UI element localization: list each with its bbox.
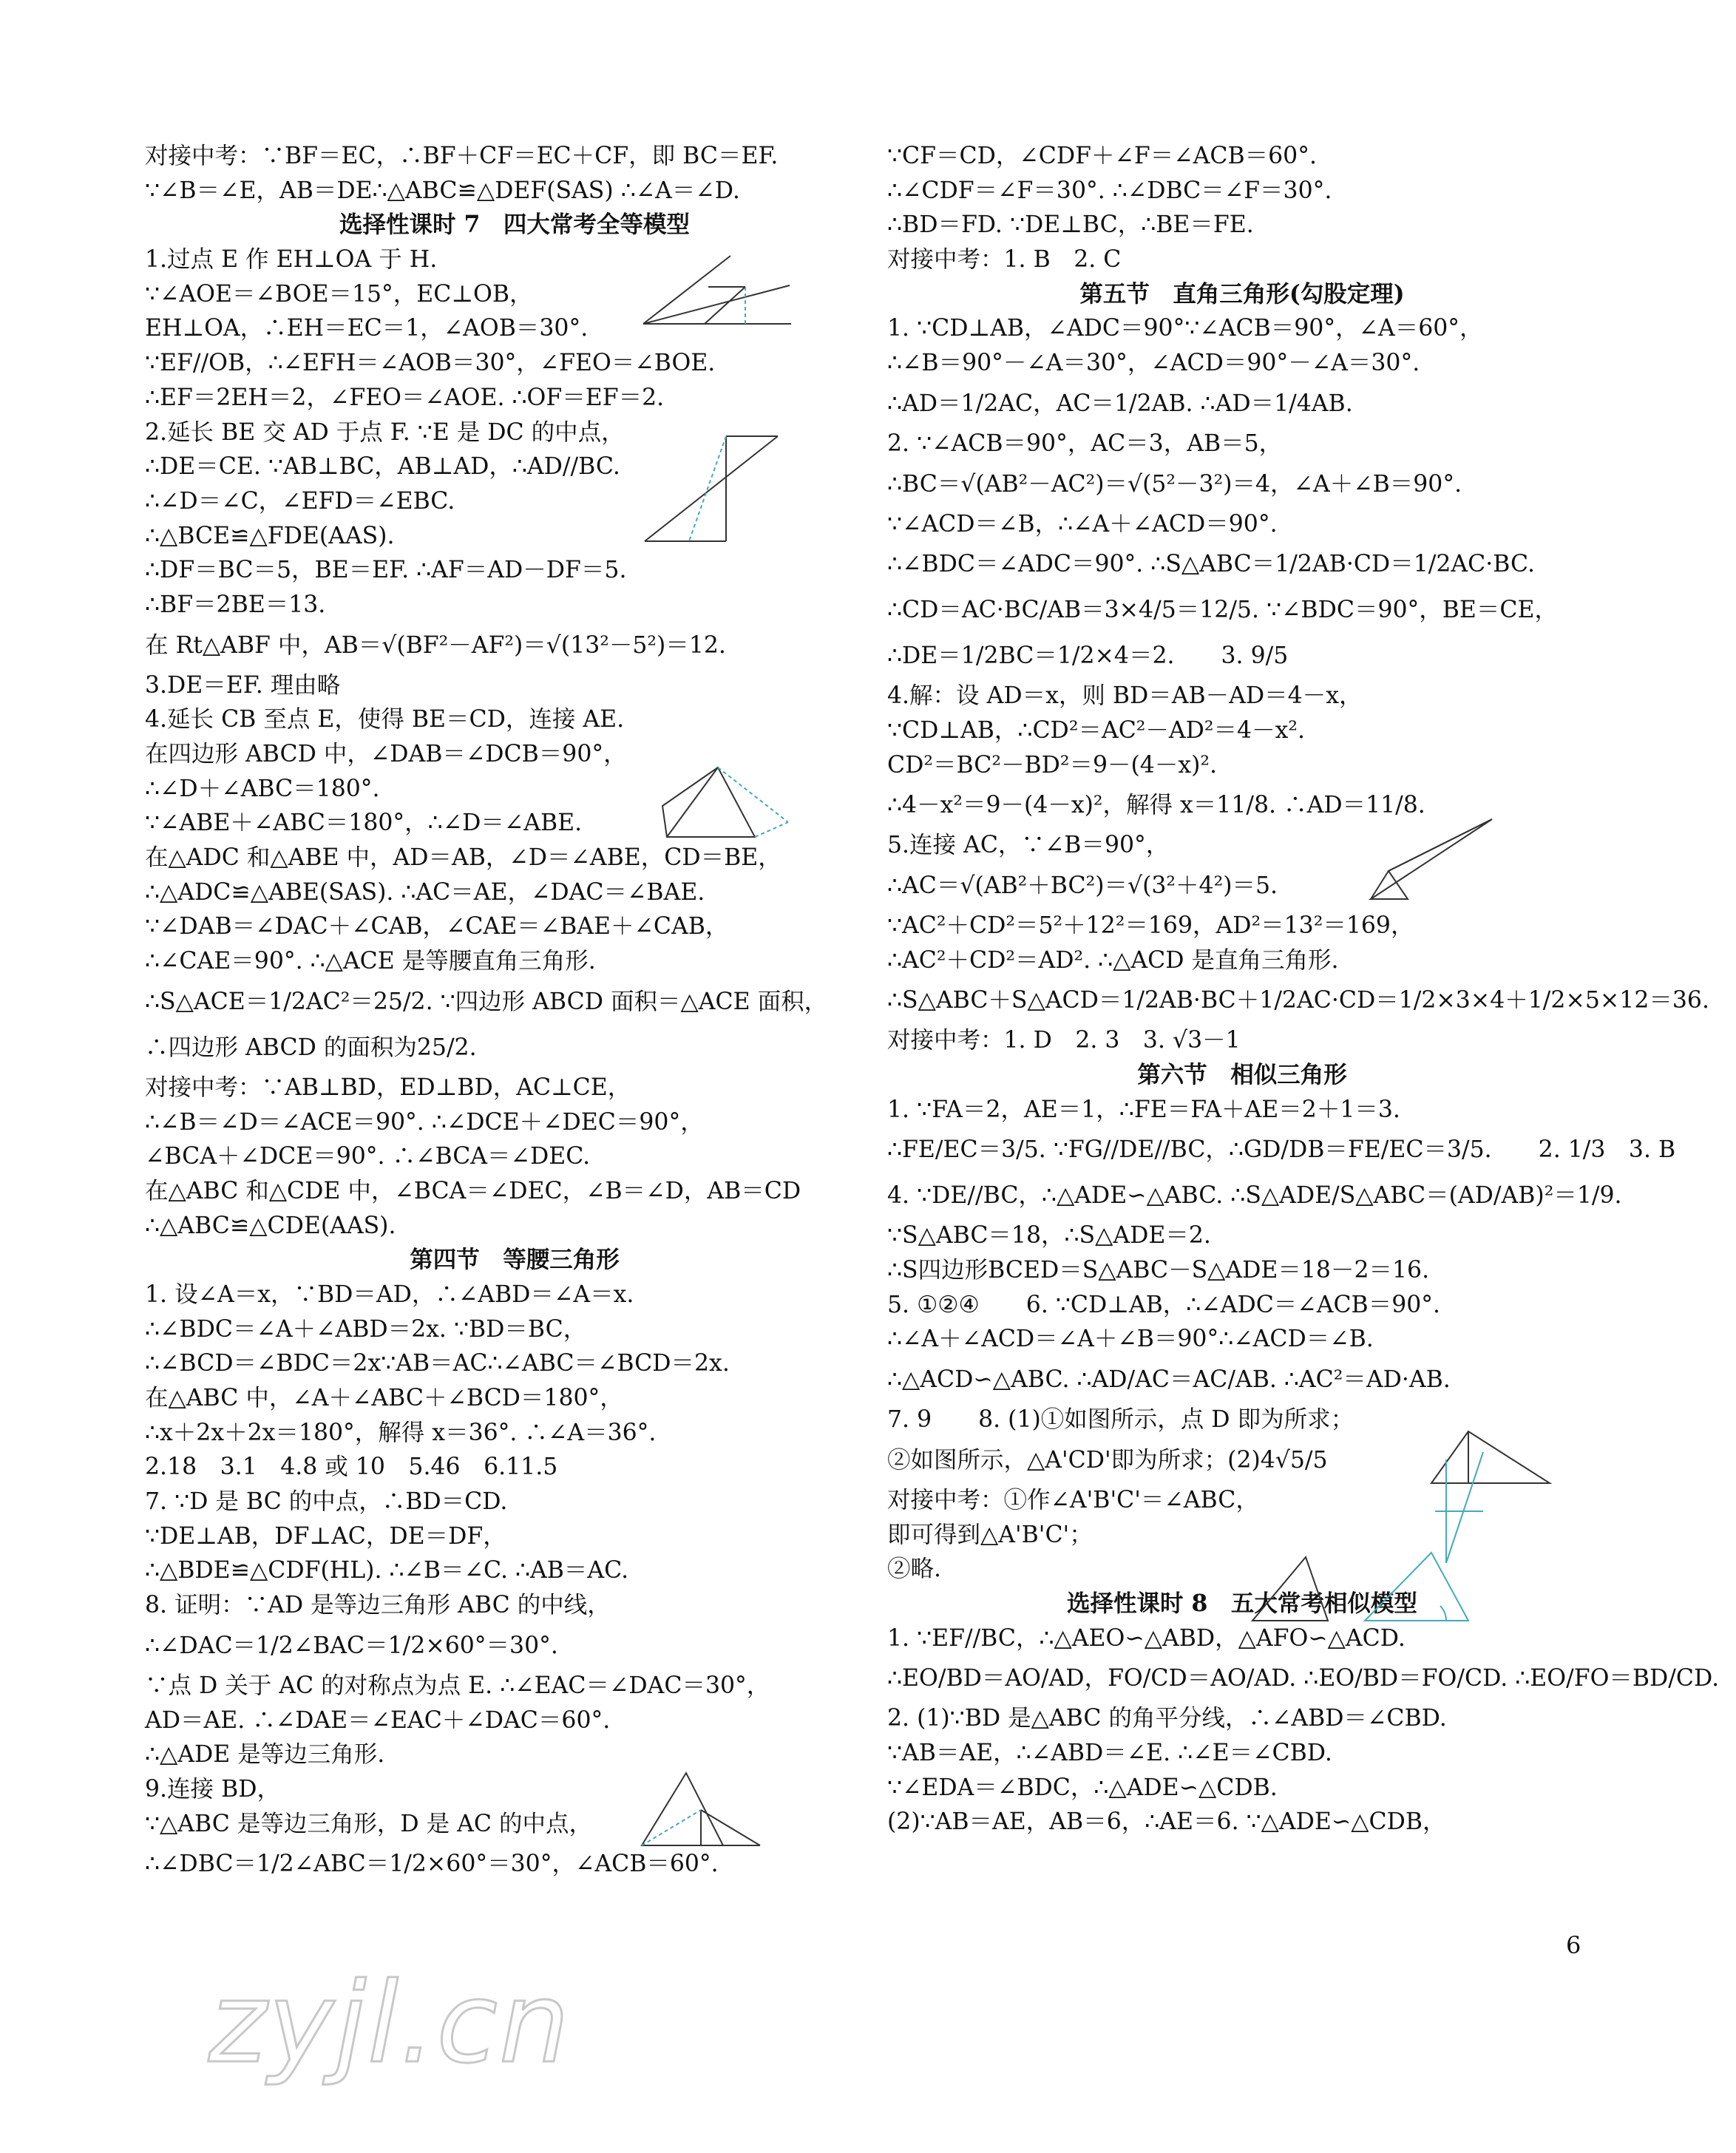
text-line: ∵∠B＝∠E，AB＝DE∴△ABC≌△DEF(SAS) ∴∠A＝∠D. [145,177,740,204]
text-line: ∵EF//OB，∴∠EFH＝∠AOB＝30°，∠FEO＝∠BOE. [145,350,716,377]
text-line: 4.延长 CB 至点 E，使得 BE＝CD，连接 AE. [145,706,625,733]
section-title: 第四节 等腰三角形 [410,1246,620,1274]
page-number: 6 [1566,1931,1581,1959]
text-line: ∵CF＝CD，∠CDF＋∠F＝∠ACB＝60°. [887,143,1317,169]
text-line: ∵S△ABC＝18，∴S△ADE＝2. [887,1222,1211,1250]
text-line: 在四边形 ABCD 中，∠DAB＝∠DCB＝90°， [145,741,627,767]
text-line: ∴AD＝1/2AC，AC＝1/2AB. ∴AD＝1/4AB. [887,390,1353,417]
text-line: 1. 设∠A＝x，∵BD＝AD，∴∠ABD＝∠A＝x. [145,1281,634,1308]
text-line: ∴△ABC≌△CDE(AAS). [145,1212,396,1239]
text-line: 在△ABC 中，∠A＋∠ABC＋∠BCD＝180°， [145,1385,623,1411]
text-line: 即可得到△A'B'C'； [887,1521,1093,1548]
text-line: 3.DE＝EF. 理由略 [145,671,341,699]
text-line: ∵AC²＋CD²＝5²＋12²＝169，AD²＝13²＝169， [887,912,1414,939]
text-line: 对接中考：1. B 2. C [887,246,1122,274]
text-line: ∴∠CDF＝∠F＝30°. ∴∠DBC＝∠F＝30°. [887,177,1332,204]
figure-quadrilateral-abcd [648,754,796,862]
text-line: ∴△BDE≌△CDF(HL). ∴∠B＝∠C. ∴AB＝AC. [145,1557,629,1584]
figure-right-triangle-acd [1359,812,1496,920]
text-line: ∴∠DBC＝1/2∠ABC＝1/2×60°＝30°，∠ACB＝60°. [145,1851,719,1878]
watermark-logo: zyjl.cn [208,1959,572,2088]
text-line: ∵△ABC 是等边三角形，D 是 AC 的中点， [145,1810,593,1837]
text-line: 1. ∵FA＝2，AE＝1，∴FE＝FA＋AE＝2＋1＝3. [887,1096,1400,1123]
text-line: 2.延长 BE 交 AD 于点 F. ∵E 是 DC 的中点， [145,418,625,446]
text-line: 1. ∵EF//BC，∴△AEO∽△ABD，△AFO∽△ACD. [887,1624,1406,1652]
text-line: ∴S△ABC＋S△ACD＝1/2AB·BC＋1/2AC·CD＝1/2×3×4＋1/2×5×12＝36. [887,987,1709,1014]
text-line: 对接中考：1. D 2. 3 3. √3－1 [887,1027,1241,1054]
text-line: ∵∠DAB＝∠DAC＋∠CAB，∠CAE＝∠BAE＋∠CAB， [145,913,729,940]
text-line: 1.过点 E 作 EH⊥OA 于 H. [145,246,438,274]
text-line: ∴CD＝AC·BC/AB＝3×4/5＝12/5. ∵∠BDC＝90°，BE＝CE， [887,597,1559,624]
text-line: ∵点 D 关于 AC 的对称点为点 E. ∴∠EAC＝∠DAC＝30°， [145,1672,770,1699]
text-line: 在△ADC 和△ABE 中，AD＝AB，∠D＝∠ABE，CD＝BE， [145,844,781,872]
text-line: ∴∠B＝90°－∠A＝30°，∠ACD＝90°－∠A＝30°. [887,350,1420,377]
text-line: 2. ∵∠ACB＝90°，AC＝3，AB＝5， [887,430,1283,457]
text-line: 7. ∵D 是 BC 的中点，∴BD＝CD. [145,1488,508,1516]
text-line: ∴△ACD∽△ABC. ∴AD/AC＝AC/AB. ∴AC²＝AD·AB. [887,1366,1451,1394]
text-line: 在 Rt△ABF 中，AB＝√(BF²－AF²)＝√(13²－5²)＝12. [145,631,726,659]
text-line: ∠BCA＋∠DCE＝90°. ∴∠BCA＝∠DEC. [145,1143,591,1170]
text-line: ∴S△ACE＝1/2AC²＝25/2. ∵四边形 ABCD 面积＝△ACE 面积， [145,988,828,1015]
text-line: ∴四边形 ABCD 的面积为25/2. [145,1034,477,1061]
section-title: 选择性课时 8 五大常考相似模型 [1067,1589,1417,1617]
section-title: 选择性课时 7 四大常考全等模型 [339,211,690,239]
text-line: ∴x＋2x＋2x＝180°，解得 x＝36°. ∴∠A＝36°. [145,1419,657,1446]
text-line: ∴∠A＋∠ACD＝∠A＋∠B＝90°∴∠ACD＝∠B. [887,1326,1374,1353]
text-line: ∴△ADE 是等边三角形. [145,1741,385,1769]
text-line: ∴EF＝2EH＝2，∠FEO＝∠AOE. ∴OF＝EF＝2. [145,384,665,411]
text-line: 5. ①②④ 6. ∵CD⊥AB，∴∠ADC＝∠ACB＝90°. [887,1291,1441,1318]
text-line: 在△ABC 和△CDE 中，∠BCA＝∠DEC，∠B＝∠D，AB＝CD [145,1177,801,1204]
text-line: CD²＝BC²－BD²＝9－(4－x)². [887,751,1218,779]
text-line: ∴∠CAE＝90°. ∴△ACE 是等腰直角三角形. [145,948,596,975]
text-line: ∴∠BDC＝∠ADC＝90°. ∴S△ABC＝1/2AB·CD＝1/2AC·BC. [887,551,1535,578]
text-line: ∴∠DAC＝1/2∠BAC＝1/2×60°＝30°. [145,1632,558,1659]
text-line: ∴∠D＝∠C，∠EFD＝∠EBC. [145,487,455,515]
text-line: 2. (1)∵BD 是△ABC 的角平分线，∴∠ABD＝∠CBD. [887,1705,1447,1732]
text-line: ∴4－x²＝9－(4－x)²，解得 x＝11/8. ∴AD＝11/8. [887,792,1425,819]
text-line: ∴∠BCD＝∠BDC＝2x∵AB＝AC∴∠ABC＝∠BCD＝2x. [145,1350,730,1377]
section-title: 第五节 直角三角形(勾股定理) [1079,279,1405,308]
text-line: ∴∠B＝∠D＝∠ACE＝90°. ∴∠DCE＋∠DEC＝90°， [145,1108,704,1136]
text-line: ∵DE⊥AB，DF⊥AC，DE＝DF， [145,1522,506,1550]
text-line: 4.解：设 AD＝x，则 BD＝AB－AD＝4－x， [887,682,1363,710]
text-line: ∴∠D＋∠ABC＝180°. [145,775,380,802]
text-line: ∴S四边形BCED＝S△ABC－S△ADE＝18－2＝16. [887,1257,1430,1284]
text-line: ∴△ADC≌△ABE(SAS). ∴AC＝AE，∠DAC＝∠BAE. [145,878,705,906]
text-line: ∵∠ABE＋∠ABC＝180°，∴∠D＝∠ABE. [145,810,583,837]
text-line: ∴∠BDC＝∠A＋∠ABD＝2x. ∵BD＝BC， [145,1315,587,1343]
text-line: 7. 9 8. (1)①如图所示，点 D 即为所求； [887,1406,1354,1434]
text-line: ∴DE＝1/2BC＝1/2×4＝2. 3. 9/5 [887,642,1289,670]
text-line: ∴FE/EC＝3/5. ∵FG//DE//BC，∴GD/DB＝FE/EC＝3/5. 2. 1/3 3. B [887,1136,1676,1164]
text-line: ∴DF＝BC＝5，BE＝EF. ∴AF＝AD－DF＝5. [145,557,627,584]
text-line: ∴BD＝FD. ∵DE⊥BC，∴BE＝FE. [887,211,1254,239]
section-title: 第六节 相似三角形 [1137,1061,1347,1088]
text-line: 对接中考：∵AB⊥BD，ED⊥BD，AC⊥CE， [145,1074,631,1101]
figure-trapezoid-midpoint [630,423,787,557]
text-line: AD＝AE. ∴∠DAE＝∠EAC＋∠DAC＝60°. [145,1706,611,1734]
text-line: ∴DE＝CE. ∵AB⊥BC，AB⊥AD，∴AD//BC. [145,453,620,481]
text-line: ∵∠EDA＝∠BDC，∴△ADE∽△CDB. [887,1774,1278,1801]
text-line: 4. ∵DE//BC，∴△ADE∽△ABC. ∴S△ADE/S△ABC＝(AD/AB)²＝1/9. [887,1182,1622,1210]
text-line: 对接中考：∵BF＝EC，∴BF＋CF＝EC＋CF，即 BC＝EF. [145,143,779,169]
text-line: EH⊥OA，∴EH＝EC＝1，∠AOB＝30°. [145,315,589,342]
figure-angle-bisector [634,243,796,333]
text-line: ∴AC＝√(AB²＋BC²)＝√(3²＋4²)＝5. [887,872,1278,899]
text-line: 8. 证明：∵AD 是等边三角形 ABC 的中线， [145,1592,611,1619]
text-line: ∴△BCE≌△FDE(AAS). [145,522,395,549]
text-line: ∵AB＝AE，∴∠ABD＝∠E. ∴∠E＝∠CBD. [887,1739,1332,1766]
text-line: 9.连接 BD， [145,1775,280,1803]
text-line: ∵CD⊥AB，∴CD²＝AC²－AD²＝4－x². [887,716,1306,744]
text-line: ∴BF＝2BE＝13. [145,591,326,618]
text-line: 5.连接 AC，∵∠B＝90°， [887,832,1170,859]
text-line: ②如图所示，△A'CD'即为所求；(2)4√5/5 [887,1446,1328,1474]
text-line: ∴EO/BD＝AO/AD，FO/CD＝AO/AD. ∴EO/BD＝FO/CD. ∴EO/FO＝BD/CD. [887,1665,1720,1692]
text-line: 2.18 3.1 4.8 或 10 5.46 6.11.5 [145,1454,558,1481]
text-line: ∵∠AOE＝∠BOE＝15°，EC⊥OB， [145,280,533,308]
text-line: ∴AC²＋CD²＝AD². ∴△ACD 是直角三角形. [887,946,1339,974]
left-column [145,139,884,1887]
text-line: ∵∠ACD＝∠B，∴∠A＋∠ACD＝90°. [887,510,1278,538]
text-line: ∴BC＝√(AB²－AC²)＝√(5²－3²)＝4，∠A＋∠B＝90°. [887,470,1462,498]
figure-angle-copy [1247,1547,1528,1627]
text-line: 1. ∵CD⊥AB，∠ADC＝90°∵∠ACB＝90°，∠A＝60°， [887,315,1483,342]
figure-equilateral-triangle [627,1764,775,1860]
text-line: 对接中考：①作∠A'B'C'＝∠ABC， [887,1486,1259,1513]
text-line: (2)∵AB＝AE，AB＝6，∴AE＝6. ∵△ADE∽△CDB， [887,1808,1446,1836]
text-line: ②略. [887,1556,942,1583]
